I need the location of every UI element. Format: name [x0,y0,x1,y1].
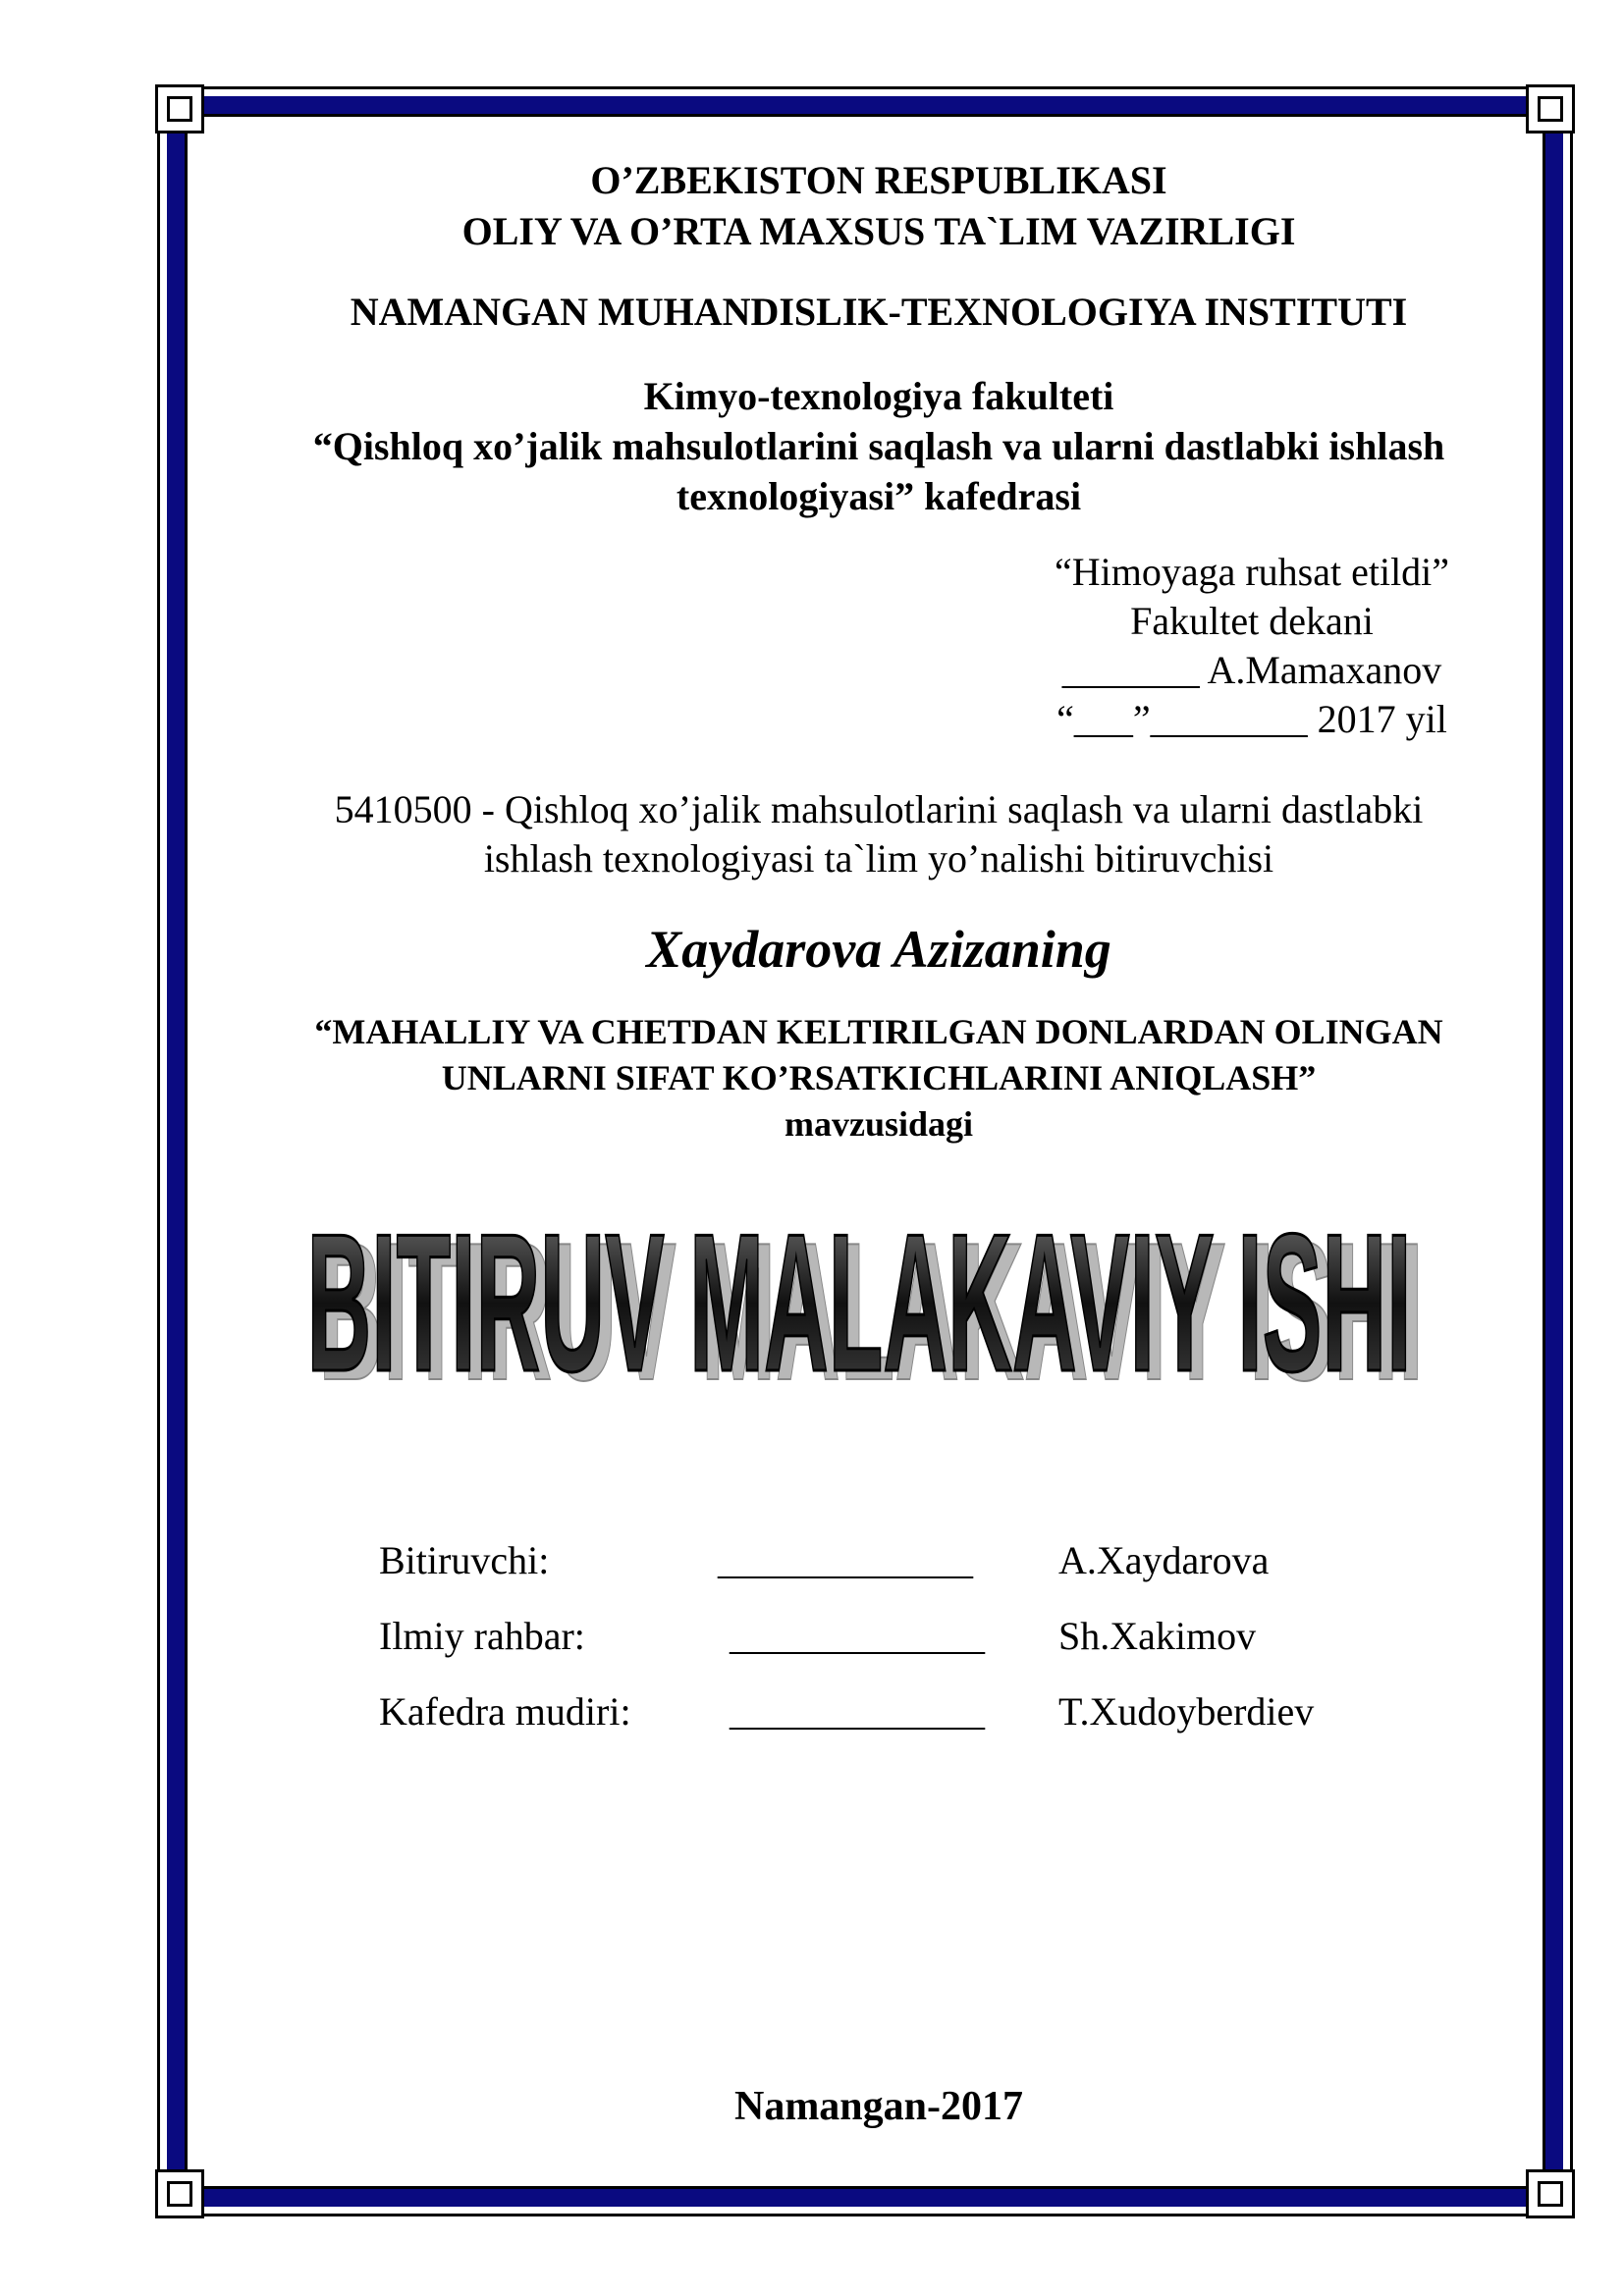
signature-role: Bitiruvchi: [379,1538,550,1582]
ministry-line-1: O’ZBEKISTON RESPUBLIKASI [590,158,1167,202]
institute-name: NAMANGAN MUHANDISLIK-TEXNOLOGIYA INSTITUTI [350,290,1408,334]
signature-row-head [379,1688,1459,1737]
signature-line: _____________ [730,1614,985,1658]
specialty-line-1: 5410500 - Qishloq xo’jalik mahsulotlarini saqlash va ularni dastlabki [334,787,1424,831]
wordart-title-shadow: BITIRUV MALAKAVIY ISHI [318,1202,1424,1402]
corner-ornament-top-left [155,84,204,133]
department-line-1: “Qishloq xo’jalik mahsulotlarini saqlash va ularni dastlabki ishlash [312,424,1445,468]
student-name: Xaydarova Azizaning [646,920,1111,979]
corner-ornament-bottom-right [1526,2169,1575,2218]
city-year: Namangan-2017 [733,2084,1024,2129]
ministry-line-2: OLIY VA O’RTA MAXSUS TA`LIM VAZIRLIGI [461,209,1296,253]
signature-role: Kafedra mudiri: [379,1689,631,1734]
signature-row-graduate [379,1537,1459,1586]
signature-row-supervisor [379,1613,1459,1662]
wordart-title-text: BITIRUV MALAKAVIY ISHI [306,1194,1412,1402]
signature-name: T.Xudoyberdiev [1058,1689,1315,1734]
signature-line: _____________ [718,1538,973,1582]
specialty-line-2: ishlash texnologiyasi ta`lim yo’nalishi bitiruvchisi [483,836,1274,881]
wordart-title [295,1176,1424,1402]
specialty-text [196,785,1561,883]
faculty-name: Kimyo-texnologiya fakulteti [643,374,1114,418]
approval-line-1: “Himoyaga ruhsat etildi” [1054,550,1450,594]
signature-name: Sh.Xakimov [1058,1614,1257,1658]
thesis-topic [196,1009,1561,1148]
signature-line: _____________ [730,1689,985,1734]
department-line-2: texnologiyasi” kafedrasi [676,474,1082,518]
topic-line-2: UNLARNI SIFAT KO’RSATKICHLARINI ANIQLASH” [441,1058,1317,1097]
approval-block [1001,548,1502,744]
approval-line-3: _______ A.Mamaxanov [1061,648,1442,692]
faculty-department [196,371,1561,521]
ministry-heading [196,155,1561,257]
approval-line-4: “___”________ 2017 yil [1056,697,1447,741]
corner-ornament-top-right [1526,84,1575,133]
signature-role: Ilmiy rahbar: [379,1614,585,1658]
topic-line-3: mavzusidagi [784,1104,974,1144]
approval-line-2: Fakultet dekani [1130,599,1374,643]
corner-ornament-bottom-left [155,2169,204,2218]
topic-line-1: “MAHALLIY VA CHETDAN KELTIRILGAN DONLARDAN OLINGAN [314,1012,1443,1051]
signature-name: A.Xaydarova [1058,1538,1270,1582]
